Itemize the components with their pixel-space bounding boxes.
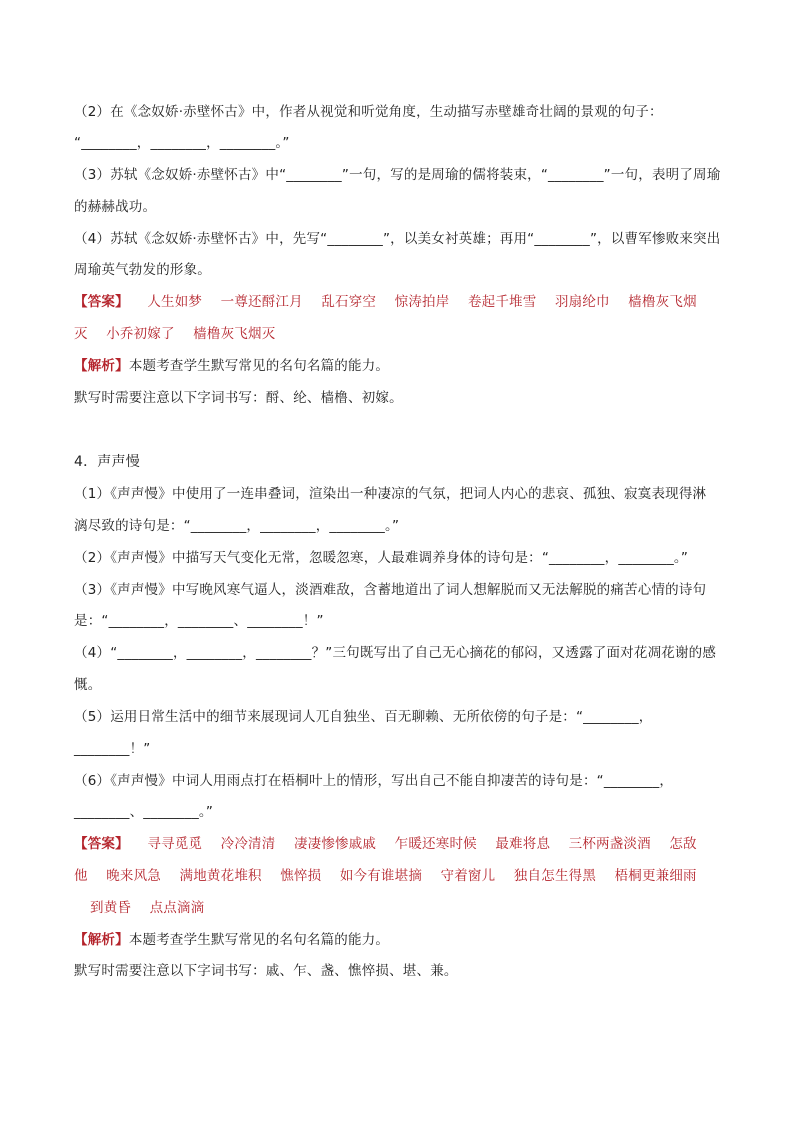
answer-item: 一尊还酹江月 — [220, 294, 303, 310]
answer-item: 乍暖还寒时候 — [394, 836, 477, 852]
answer-item: 到黄昏 — [90, 900, 132, 916]
question-3-3-text-cont: 的赫赫战功。 — [74, 199, 157, 215]
answer-item: 守着窗儿 — [440, 868, 496, 884]
analysis-3 — [74, 357, 389, 375]
answer-tag: 【答案】 — [74, 294, 129, 310]
answer-item: 羽扇纶巾 — [554, 294, 610, 310]
section-4-title: 4．声声慢 — [74, 454, 140, 470]
answer-item: 他 — [74, 868, 88, 884]
question-3-4-text: （4）苏轼《念奴娇·赤壁怀古》中，先写“________”，以美女衬英雄；再用“________”，以曹军惨败来突出 — [74, 231, 721, 247]
answer-item: 独自怎生得黑 — [513, 868, 597, 884]
question-3-2-blanks: “________，________，________。” — [74, 135, 290, 151]
answer-item: 小乔初嫁了 — [106, 326, 175, 342]
question-4-1-text: （1）《声声慢》中使用了一连串叠词，渲染出一种凄凉的气氛，把词人内心的悲哀、孤独、寂寞表现得淋 — [74, 486, 707, 502]
question-4-6-text-cont: ________、________。” — [74, 804, 214, 820]
answer-item: 梧桐更兼细雨 — [614, 868, 697, 884]
answer-item: 晚来风急 — [106, 868, 162, 884]
analysis-tag: 【解析】 — [74, 932, 129, 948]
answer-4-line-1 — [74, 835, 697, 853]
answer-3-line-2 — [74, 325, 275, 343]
answer-item: 怎敌 — [669, 836, 697, 852]
answer-3-line-1 — [74, 293, 697, 311]
question-4-5-text: （5）运用日常生活中的细节来展现词人兀自独坐、百无聊赖、无所依傍的句子是：“________， — [74, 709, 653, 725]
question-4-5-text-cont: ________！” — [74, 741, 151, 757]
question-4-2-text: （2）《声声慢》中描写天气变化无常，忽暖忽寒，人最难调养身体的诗句是：“________，________。” — [74, 550, 689, 566]
writing-note-4: 默写时需要注意以下字词书写：戚、乍、盏、憔悴损、堪、兼。 — [74, 963, 458, 979]
answer-item: 冷冷清清 — [220, 836, 276, 852]
answer-item: 最难将息 — [495, 836, 551, 852]
answer-tag: 【答案】 — [74, 836, 129, 852]
answer-4-line-3 — [90, 899, 204, 917]
answer-item: 樯橹灰飞烟 — [628, 294, 697, 310]
answer-item: 满地黄花堆积 — [179, 868, 262, 884]
answer-item: 寻寻觅觅 — [147, 836, 203, 852]
answer-item: 憔悴损 — [280, 868, 322, 884]
answer-item: 凄凄惨惨戚戚 — [293, 836, 377, 852]
analysis-4 — [74, 931, 389, 949]
question-4-6-text: （6）《声声慢》中词人用雨点打在梧桐叶上的情形，写出自己不能自抑凄苦的诗句是：“________， — [74, 773, 674, 789]
answer-item: 乱石穿空 — [321, 294, 377, 310]
question-4-3-text-cont: 是：“________，________、________！” — [74, 613, 324, 629]
answer-item: 卷起千堆雪 — [467, 294, 537, 310]
answer-item: 人生如梦 — [147, 294, 203, 310]
analysis-text: 本题考查学生默写常见的名句名篇的能力。 — [128, 932, 390, 948]
question-4-3-text: （3）《声声慢》中写晚风寒气逼人，淡酒难敌，含蓄地道出了词人想解脱而又无法解脱的痛苦心情的诗句 — [74, 582, 707, 598]
analysis-tag: 【解析】 — [74, 358, 129, 374]
writing-note-3: 默写时需要注意以下字词书写：酹、纶、樯橹、初嫁。 — [74, 390, 403, 406]
question-3-2-text: （2）在《念奴娇·赤壁怀古》中，作者从视觉和听觉角度，生动描写赤壁雄奇壮阔的景观的句子： — [74, 104, 663, 120]
question-3-3-text: （3）苏轼《念奴娇·赤壁怀古》中“________”一句，写的是周瑜的儒将装束，“________”一句，表明了周瑜 — [74, 167, 721, 183]
answer-item: 如今有谁堪摘 — [339, 868, 423, 884]
analysis-text: 本题考查学生默写常见的名句名篇的能力。 — [128, 358, 390, 374]
answer-4-line-2 — [74, 867, 697, 885]
answer-item: 樯橹灰飞烟灭 — [193, 326, 276, 342]
answer-item: 三杯两盏淡酒 — [568, 836, 651, 852]
question-4-1-text-cont: 漓尽致的诗句是：“________，________，________。” — [74, 518, 400, 534]
question-4-4-text-cont: 慨。 — [74, 677, 102, 693]
answer-item: 点点滴滴 — [149, 900, 205, 916]
question-3-4-text-cont: 周瑜英气勃发的形象。 — [74, 262, 211, 278]
question-4-4-text: （4）“________，________，________？”三句既写出了自己无心摘花的郁闷，又透露了面对花凋花谢的感 — [74, 645, 717, 661]
answer-item: 惊涛拍岸 — [394, 294, 450, 310]
answer-item: 灭 — [74, 326, 88, 342]
